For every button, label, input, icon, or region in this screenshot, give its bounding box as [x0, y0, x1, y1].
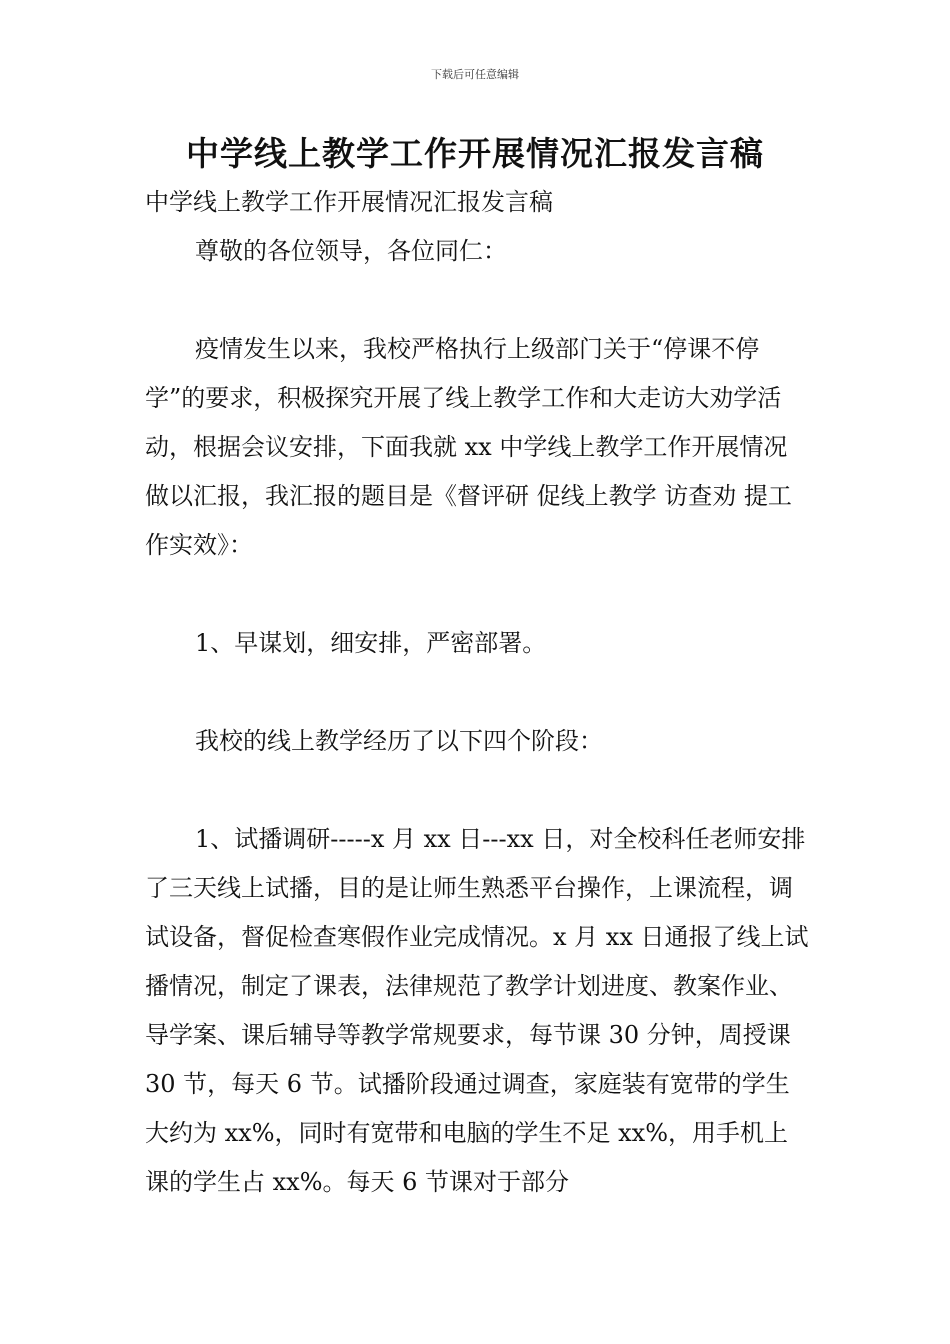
- stages-intro-paragraph: 我校的线上教学经历了以下四个阶段：: [195, 727, 603, 755]
- document-title: 中学线上教学工作开展情况汇报发言稿: [186, 134, 764, 173]
- section-heading: 1、早谋划，细安排，严密部署。: [195, 629, 547, 657]
- spacer: [145, 766, 810, 815]
- stage-one-paragraph: 1、试播调研-----x 月 xx 日---xx 日，对全校科任老师安排了三天线上试播，目的是让师生熟悉平台操作，上课流程，调试设备，督促检查寒假作业完成情况。x 月 xx 日通报了线上试播情况，制定了课表，法律规范了教学计划进度、教案作业、导学案、课后辅导等教学常规要求，每节课 30 分钟，周授课 30 节，每天 6 节。试播阶段通过调查，家庭装有宽带的学生大约为 xx%，同时有宽带和电脑的学生不足 xx%，用手机上课的学生占 xx%。每天 6 节课对于部分: [145, 825, 809, 1196]
- document-body: [145, 178, 810, 1207]
- document-subtitle: 中学线上教学工作开展情况汇报发言稿: [145, 188, 553, 216]
- intro-paragraph: 疫情发生以来，我校严格执行上级部门关于“停课不停学”的要求，积极探究开展了线上教学工作和大走访大劝学活动，根据会议安排，下面我就 xx 中学线上教学工作开展情况做以汇报，我汇报的题目是《督评研 促线上教学 访查劝 提工作实效》：: [145, 335, 792, 559]
- spacer: [145, 276, 810, 325]
- spacer: [145, 570, 810, 619]
- greeting-paragraph: 尊敬的各位领导，各位同仁：: [195, 237, 507, 265]
- header-note: 下载后可任意编辑: [431, 68, 519, 81]
- spacer: [145, 668, 810, 717]
